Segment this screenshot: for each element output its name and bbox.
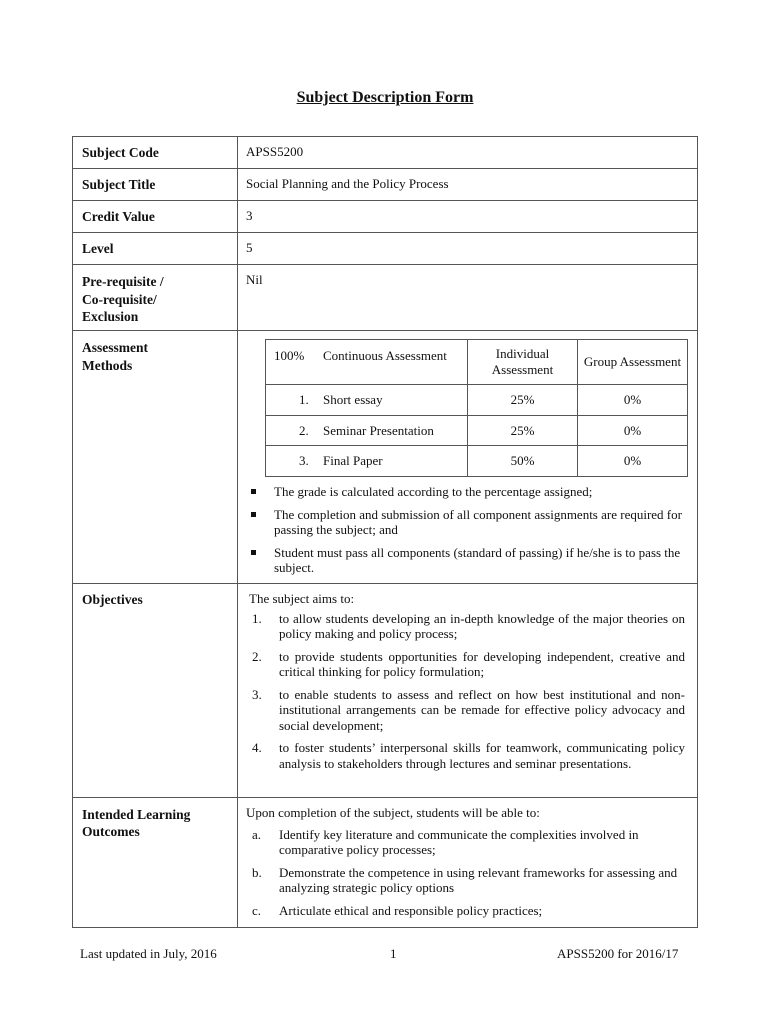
row-subject-code — [73, 137, 698, 169]
prerequisite-label-line: Co-requisite/ — [82, 291, 157, 307]
list-item — [246, 545, 691, 576]
list-number: 2. — [252, 648, 262, 664]
assessment-percent: 100% — [274, 348, 305, 363]
assessment-item-num: 1. — [299, 392, 309, 407]
assessment-item-cell — [266, 416, 468, 446]
objectives-list — [246, 611, 691, 772]
assessment-row — [266, 446, 688, 477]
assessment-item-group: 0% — [578, 385, 688, 416]
list-item — [246, 865, 691, 896]
assessment-item-cell — [266, 446, 468, 477]
row-level — [73, 233, 698, 265]
assessment-item-name: Final Paper — [323, 453, 383, 468]
subject-table — [72, 136, 698, 928]
prerequisite-label — [73, 265, 238, 331]
objectives-content — [238, 583, 698, 797]
list-item — [246, 687, 691, 734]
outcomes-intro: Upon completion of the subject, students will be able to: — [246, 804, 540, 820]
assessment-header-row — [266, 340, 688, 385]
outcome-text: Demonstrate the competence in using relevant frameworks for assessing and analyzing strategic policy options — [279, 864, 678, 895]
assessment-item-name: Short essay — [323, 392, 383, 407]
list-number: 4. — [252, 740, 262, 755]
objective-text: to allow students developing an in-depth knowledge of the major theories on policy making and policy process; — [279, 610, 685, 641]
outcomes-content — [238, 797, 698, 927]
subject-title-value: Social Planning and the Policy Process — [238, 169, 698, 201]
objectives-intro: The subject aims to: — [249, 590, 355, 606]
objective-text: to enable students to assess and reflect on how best institutional and non-institutional arrangements can be remade for effective policy advocacy and social development; — [279, 686, 685, 733]
prerequisite-value: Nil — [238, 265, 698, 331]
footer-updated: Last updated in July, 2016 — [80, 946, 217, 961]
assessment-item-individual: 25% — [468, 385, 578, 416]
subject-code-label: Subject Code — [73, 137, 238, 169]
assessment-row — [266, 385, 688, 416]
outcome-text: Articulate ethical and responsible policy practices; — [279, 902, 543, 918]
assessment-item-individual: 50% — [468, 446, 578, 477]
assessment-item-name: Seminar Presentation — [323, 422, 434, 438]
objectives-label: Objectives — [73, 583, 238, 797]
list-item — [246, 484, 691, 500]
list-item — [246, 740, 691, 771]
list-item — [246, 507, 691, 538]
row-prerequisite — [73, 265, 698, 331]
outcomes-label-line: Intended Learning — [82, 806, 191, 822]
assessment-note: Student must pass all components (standard of passing) if he/she is to pass the subject. — [274, 544, 681, 575]
individual-header: Individual Assessment — [468, 340, 578, 385]
assessment-label-line: Methods — [82, 357, 133, 373]
list-item — [246, 903, 691, 919]
outcome-text: Identify key literature and communicate the complexities involved in comparative policy processes; — [279, 826, 639, 857]
assessment-name: Continuous Assessment — [323, 348, 447, 363]
level-value: 5 — [238, 233, 698, 265]
bullet-square-icon — [251, 489, 256, 494]
assessment-label — [73, 331, 238, 584]
outcomes-label-line: Outcomes — [82, 824, 140, 839]
list-item — [246, 827, 691, 858]
assessment-header-cell — [266, 340, 468, 385]
bullet-square-icon — [251, 550, 256, 555]
row-learning-outcomes — [73, 797, 698, 927]
prerequisite-label-line: Exclusion — [82, 309, 139, 324]
level-label: Level — [73, 233, 238, 265]
row-credit-value — [73, 201, 698, 233]
group-header: Group Assessment — [578, 340, 688, 385]
bullet-square-icon — [251, 512, 256, 517]
row-objectives — [73, 583, 698, 797]
credit-value-value: 3 — [238, 201, 698, 233]
objective-text: to provide students opportunities for developing independent, creative and critical thinking for policy formulation; — [279, 648, 685, 679]
credit-value-label: Credit Value — [73, 201, 238, 233]
assessment-table — [265, 339, 688, 477]
assessment-item-individual: 25% — [468, 416, 578, 446]
page-title: Subject Description Form — [296, 89, 474, 106]
list-number: 1. — [252, 610, 262, 626]
assessment-notes — [246, 484, 691, 576]
assessment-label-line: Assessment — [82, 340, 148, 355]
list-item — [246, 649, 691, 680]
list-item — [246, 611, 691, 642]
assessment-item-num: 2. — [299, 422, 309, 438]
assessment-row — [266, 416, 688, 446]
assessment-item-cell — [266, 385, 468, 416]
outcomes-label — [73, 797, 238, 927]
list-letter: a. — [252, 826, 262, 842]
subject-title-label: Subject Title — [73, 169, 238, 201]
footer-subject-year: APSS5200 for 2016/17 — [557, 946, 679, 961]
prerequisite-label-line: Pre-requisite / — [82, 274, 164, 289]
list-letter: c. — [252, 902, 262, 918]
subject-code-value: APSS5200 — [238, 137, 698, 169]
assessment-content — [238, 331, 698, 584]
assessment-item-num: 3. — [299, 453, 309, 468]
objective-text: to foster students’ interpersonal skills for teamwork, communicating policy analysis to stakeholders through lectures and seminar presentations. — [279, 740, 685, 771]
row-subject-title — [73, 169, 698, 201]
assessment-item-group: 0% — [578, 416, 688, 446]
list-letter: b. — [252, 864, 262, 880]
assessment-note: The grade is calculated according to the percentage assigned; — [274, 484, 593, 499]
footer-page-number: 1 — [390, 946, 397, 961]
list-number: 3. — [252, 686, 262, 702]
row-assessment-methods — [73, 331, 698, 584]
outcomes-list — [246, 827, 691, 919]
assessment-note: The completion and submission of all component assignments are required for passing the subject; and — [274, 506, 682, 537]
assessment-item-group: 0% — [578, 446, 688, 477]
